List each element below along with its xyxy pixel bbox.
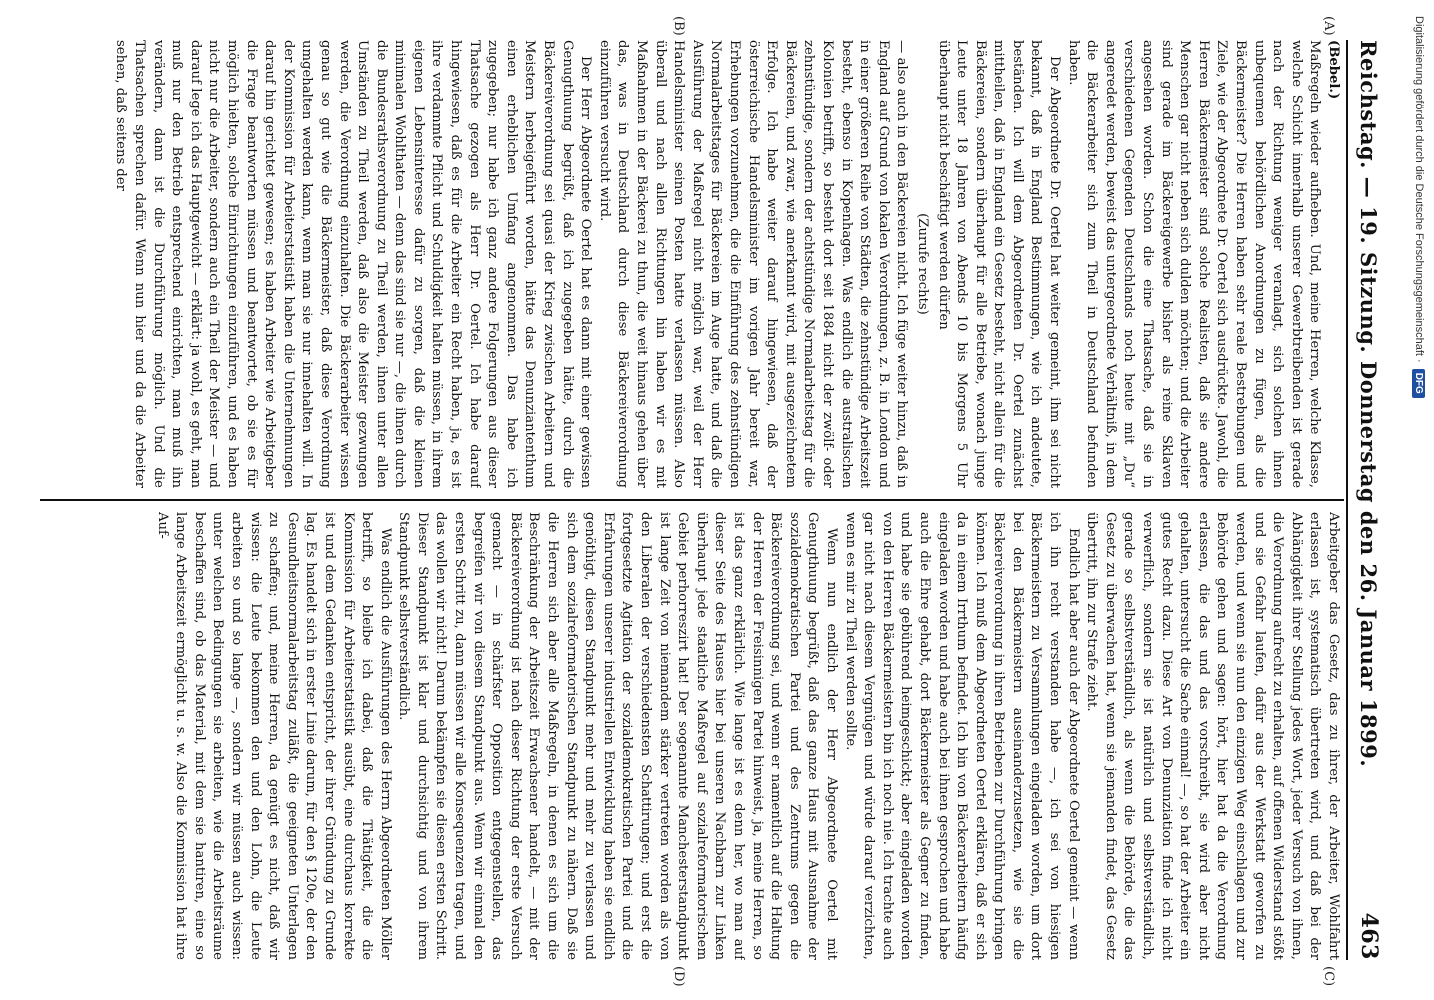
paragraph: — also auch in den Bäckereien nicht. Ich füge weiter hinzu, daß in England auf Grund von lokalen Verordnungen, z. B. in London und in einer größeren Reihe von Städten, die zehnstündige Arbeitszeit besteht, ebenso in Kopenhagen. Was endlich die australischen Kolonien betrifft, so besteht dort seit 1884 nicht der zwölf- oder zehnstündige, sondern der achtstündige Normalarbeitstag für die Bäckereien, und zwar, wie anerkannt wird, mit ausgezeichnetem Erfolge. Ich habe weiter darauf hingewiesen, daß der österreichische Handelsminister im vorigen Jahr bereit war, Erhebungen vorzunehmen, die die Einführung des zehnstündigen Normalarbeitstages für Bäckereien im Auge hatte, und daß die Ausführung der Maßregel nicht möglich war, weil der Herr Handelsminister seinen Posten hatte verlassen müssen. Also überall und nach allen Richtungen hin haben wir es mit Maßnahmen in der Bäckerei zu thun, die weit hinaus gehen über das, was in Deutschland durch diese Bäckereiverordnung einzuführen versucht wird. bbox=[596, 40, 910, 488]
margin-marker-d: (D) bbox=[671, 966, 686, 987]
paragraph: Arbeitgeber das Gesetz, das zu ihrer, der Arbeiter, Wohlfahrt erlassen ist, systematisch übertreten wird, und daß bei der Abhängigkeit ihrer Stellung jedes Wort, jeder Versuch von ihnen, die Verordnung aufrecht zu erhalten, auf offenen Widerstand stößt und sie Gefahr laufen, dafür aus der Werkstatt geworfen zu werden, und wenn sie nun den einzigen Weg einschlagen und zur Behörde gehen und sagen: hört, hier hat da die Verordnung erlassen, die das und das vorschreibt, sie wird aber nicht gehalten, untersucht die Sache einmal! —, so hat der Arbeiter ein gutes Recht dazu. Diese Art von Denunziation finde ich nicht verwerflich, sondern sie ist natürlich und selbstverständlich, gerade so selbstverständlich, als wenn die Behörde, die das Gesetz zu überwachen hat, wenn sie jemanden findet, das Gesetz übertritt, ihn zur Strafe zieht. bbox=[1084, 512, 1341, 960]
digitization-credit bbox=[1408, 16, 1432, 984]
paragraph: Wenn nun endlich der Herr Abgeordnete Oertel mit Genugthuung begrüßt, daß das ganze Haus mit Ausnahme der sozialdemokratischen Partei und des Zentrums gegen die Bäckereiverordnung sei, und wenn er namentlich auf die Haltung der Herren der Freisinnigen Partei hinweist, ja, meine Herren, so ist das ganz erklärlich. Wie lange ist es denn her, wo man auf dieser Seite des Hauses hier bei unseren Nachbarn zur Linken überhaupt jede staatliche Maßregel auf sozialreformatorischem Gebiet perhorreszirt hat! Der sogenannte Manchesterstandpunkt ist lange Zeit von niemandem stärker vertreten worden als von den Liberalen der verschiedensten Schattirungen; und erst die fortgesetzte Agitation der sozialdemokratischen Partei und die Erfahrungen unserer industriellen Entwicklung haben sie endlich genöthigt, diesen Standpunkt mehr und mehr zu verlassen und sich dem sozialreformatorischen Standpunkt zu nähern. Daß sie die Herren sich aber alle Maßregeln, in denen es sich um die Beschränkung der Arbeitszeit Erwachsener handelt, — mit der Bäckereiverordnung ist nach dieser Richtung der erste Versuch gemacht — in schärfster Opposition entgegenstellen, das begreifen wir von diesem Standpunkt aus. Wenn wir einmal den ersten Schritt zu, dann müssen wir alle Konsequenzen tragen, und das wollen wir nicht! Darum bekämpfen sie diesen ersten Schritt. Dieser Standpunkt ist klar und durchsichtig und von ihrem Standpunkt selbstverständlich. bbox=[396, 512, 839, 960]
left-column bbox=[40, 40, 1342, 488]
paragraph: Der Herr Abgeordnete Oertel hat es dann mit einer gewissen Genugthuung begrüßt, daß ich zugegeben hätte, durch die Bäckereiverordnung sei quasi der Krieg zwischen Arbeitern und Meistern herbeigeführt worden, hätte das Denunziantenthum einen erheblichen Umfang angenommen. Das habe ich zugegeben; nur habe ich ganz andere Folgerungen aus dieser Thatsache gezogen als Herr Dr. Oertel. Ich habe darauf hingewiesen, daß es für die Arbeiter ein Recht haben, ja, es ist ihre verdammte Pflicht und Schuldigkeit halten müssen, in ihrem eigenen Lebensinteresse dafür zu sorgen, daß die kleinen minimalen Wohlthaten — denn das sind sie nur —, die ihnen durch die Bundesrathsverordnung zu Theil werden, ihnen unter allen Umständen zu Theil werden, daß also die Meister gezwungen werden, die Verordnung einzuhalten. Die Bäckerarbeiter wissen genau so gut wie die Bäckermeister, daß diese Verordnung umgehalten werden kann, wenn man sie nur innehalten will. In der Kommission für Arbeiterstatistik haben die Unternehmungen darauf hin gerichtet gewesen; es haben Arbeiter wie Arbeitgeber die Frage beantworten müssen und beantwortet, ob sie es für möglich hielten, solche Einrichtungen einzuführen, und es haben nicht nur die Arbeiter, sondern auch ein Theil der Meister — und darauf lege ich das Hauptgewicht — erklärt: ja wohl, es geht, man muß nur den Betrieb entsprechend einrichten, man muß ihn verändern, dann ist die Durchführung möglich. Und die Thatsachen sprechen dafür. Wenn nun hier und da die Arbeiter sehen, daß seitens der bbox=[113, 40, 594, 488]
paragraph: Der Abgeordnete Dr. Oertel hat weiter gemeint, ihm sei nicht bekannt, daß in England Bestimmungen, wie ich andeutete, beständen. Ich will dem Abgeordneten Dr. Oertel zunächst mittheilen, daß in England ein Gesetz besteht, nicht allein für die Bäckereien, sondern überhaupt für alle Betriebe, wonach junge Leute unter 18 Jahren von Abends 10 bis Morgens 5 Uhr überhaupt nicht beschäftigt werden dürfen bbox=[935, 40, 1063, 488]
paragraph: Was endlich die Ausführungen des Herrn Abgeordneten Möller betrifft, so bleibe ich dabei, daß die Thätigkeit, die die Kommission für Arbeiterstatistik ausübt, eine durchaus korrekte ist und dem Gedanken entspricht, der ihrer Gründung zu Grunde lag. Es handelt sich in erster Linie darum, für den § 120e, der den Gesundheitsnormalarbeitstag zuläßt, die geeigneten Unterlagen zu schaffen; und, meine Herren, da genügt es nicht, daß wir wissen: die Leute bekommen den und den Lohn, die Leute arbeiten so und so lange —, sondern wir müssen auch wissen: unter welchen Bedingungen sie arbeiten, wie die Arbeitsräume beschaffen sind, ob das Material, mit dem sie hantiren, eine so lange Arbeitszeit ermöglicht u. s. w. Also die Kommission hat ihre Auf- bbox=[154, 512, 393, 960]
right-column bbox=[40, 512, 1342, 960]
paragraph: Endlich hat aber auch der Abgeordnete Oertel gemeint — wenn ich ihn recht verstanden habe —, ich sei von hiesigen Bäckermeistern zu Versammlungen eingeladen worden, um dort bei den Bäckermeistern auseinanderzusetzen, wie sie die Bäckereiverordnung in ihren Betrieben zur Durchführung bringen können. Ich muß dem Abgeordneten Oertel erklären, daß er sich da in einem Irrthum befindet. Ich bin von Bäckerarbeitern häufig eingeladen worden und habe auch bei ihnen gesprochen und habe auch die Ehre gehabt, dort Bäckermeister als Gegner zu finden, und habe sie gebührend heimgeschickt; aber eingeladen worden von den Herren Bäckermeistern bin ich noch nie. Ich trachte auch gar nicht nach diesem Vergnügen und würde darauf verzichten, wenn es mir zu Theil werden sollte. bbox=[842, 512, 1081, 960]
interjection: (Zurufe rechts) bbox=[914, 213, 930, 315]
margin-marker-c: (C) bbox=[1321, 966, 1336, 987]
column-divider bbox=[40, 499, 1344, 501]
margin-marker-b: (B) bbox=[671, 16, 686, 36]
speaker-label: (Bebel.) bbox=[1326, 40, 1341, 100]
page-number: 463 bbox=[1356, 912, 1382, 960]
header-rule bbox=[1346, 40, 1348, 960]
paragraph: Maßregeln wieder aufheben. Und, meine Herren, welche Klasse, welche Schicht innerhalb unserer Gewerbtreibenden ist gerade nach der Richtung weniger veranlagt, sich solchen ihnen unbequemen behördlichen Anordnungen zu fügen, als die Bäckermeister? Die Herren haben sehr reale Bestrebungen und Ziele, wie der Abgeordnete Dr. Oertel sich ausdrückte. Jawohl, die Herren Bäckermeister sind solche Realisten, daß sie andere Menschen gar nicht neben sich dulden möchten; und die Arbeiter sind gerade im Bäckereigewerbe bisher als reine Sklaven angesehen worden. Schon die eine Thatsache, daß sie in verschiedenen Gegenden Deutschlands noch heute mit „Du“ angeredet werden, beweist das untergeordnete Verhältniß, in dem die Bäckerarbeiter sich zum Theil in Deutschland befunden haben. bbox=[1065, 40, 1323, 488]
dfg-logo: DFG bbox=[1413, 369, 1426, 398]
running-head: Reichstag. — 19. Sitzung. Donnerstag den 26. Januar 1899. bbox=[1356, 40, 1382, 768]
running-head-bar bbox=[1352, 40, 1386, 960]
margin-marker-a: (A) bbox=[1321, 16, 1336, 36]
credit-text: Digitalisierung gefördert durch die Deutsche Forschungsgemeinschaft · bbox=[1413, 16, 1425, 363]
